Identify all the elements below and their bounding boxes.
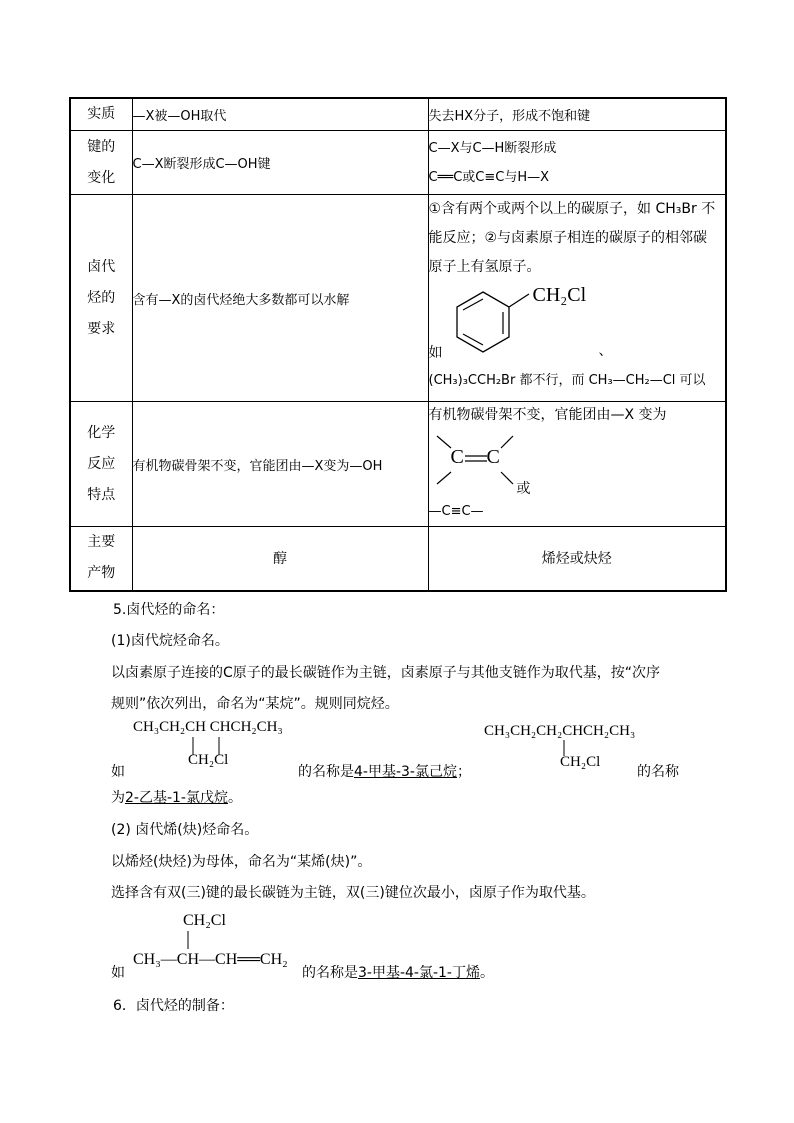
- substitution-cell: 醇: [132, 527, 428, 591]
- formula-branch: CH₂Cl: [188, 752, 229, 768]
- table-row: [70, 98, 726, 131]
- paragraph: 以烯烃(炔烃)为母体，命名为“某烯(炔)”。: [111, 854, 372, 870]
- paragraph: 选择含有双(三)键的最长碳链为主链，双(三)键位次最小，卤原子作为取代基。: [111, 885, 595, 901]
- elimination-cell: ①含有两个或两个以上的碳原子，如 CH₃Br 不 能反应；②与卤素原子相连的碳原子的相邻碳 原子上有氢原子。 CH₂Cl 如 、 (CH₃)₃CCH₂Br 都不行，而 CH₃—CH₂—Cl 可以: [428, 195, 726, 402]
- row-label: 主要 产物: [70, 527, 132, 591]
- row-label: 键的 变化: [70, 131, 132, 195]
- benzyl-chloride-structure: CH₂Cl 如 、: [429, 282, 726, 372]
- section-heading: 6．卤代烃的制备：: [113, 998, 234, 1014]
- bond-line-icon: [184, 931, 194, 951]
- formula-main-chain: CH₃CH₂CH CHCH₂CH₃: [133, 719, 283, 735]
- subsection-heading: (2) 卤代烯(炔)烃命名。: [111, 822, 259, 838]
- paragraph: 以卤素原子连接的C原子的最长碳链作为主链，卤素原子与其他支链作为取代基，按“次序: [111, 665, 661, 681]
- formula-main-chain: CH₃CH₂CH₂CHCH₂CH₃: [484, 723, 636, 739]
- table-row: [70, 131, 726, 195]
- row-label: 实质: [70, 98, 132, 131]
- subsection-heading: (1)卤代烷烃命名。: [111, 633, 229, 649]
- substitution-cell: 有机物碳骨架不变，官能团由—X变为—OH: [132, 402, 428, 527]
- elimination-cell: 有机物碳骨架不变，官能团由—X 变为 C C 或 —C≡C—: [428, 402, 726, 527]
- alkene-structure: C C 或 —C≡C—: [429, 428, 726, 526]
- table-row: [70, 195, 726, 402]
- elimination-cell: C—X与C—H断裂形成 C══C或C≡C与H—X: [428, 131, 726, 195]
- example-name: 为2-乙基-1-氯戊烷。: [111, 790, 242, 806]
- row-label: 化学 反应 特点: [70, 402, 132, 527]
- table-row: [70, 402, 726, 527]
- example-name: 的名称是3-甲基-4-氯-1-丁烯。: [302, 965, 494, 981]
- table-row: [70, 527, 726, 591]
- elimination-cell: 烯烃或炔烃: [428, 527, 726, 591]
- benzyl-substituent-label: CH₂Cl: [532, 284, 587, 306]
- formula-branch: CH₂Cl: [560, 754, 601, 770]
- row-label: 卤代 烃的 要求: [70, 195, 132, 402]
- formula-branch: CH₂Cl: [183, 912, 226, 929]
- substitution-cell: C—X断裂形成C—OH键: [132, 131, 428, 195]
- formula-main-chain: CH₃—CH—CH══CH₂: [133, 951, 288, 968]
- example-name: 的名称是4-甲基-3-氯己烷；: [298, 764, 471, 780]
- substitution-cell: 含有—X的卤代烃绝大多数都可以水解: [132, 195, 428, 402]
- comparison-table: [69, 97, 727, 592]
- section-heading: 5.卤代烃的命名：: [113, 602, 225, 618]
- elimination-cell: 失去HX分子，形成不饱和键: [428, 98, 726, 131]
- substitution-cell: —X被—OH取代: [132, 98, 428, 131]
- paragraph: 规则”依次列出，命名为“某烷”。规则同烷烃。: [111, 696, 399, 712]
